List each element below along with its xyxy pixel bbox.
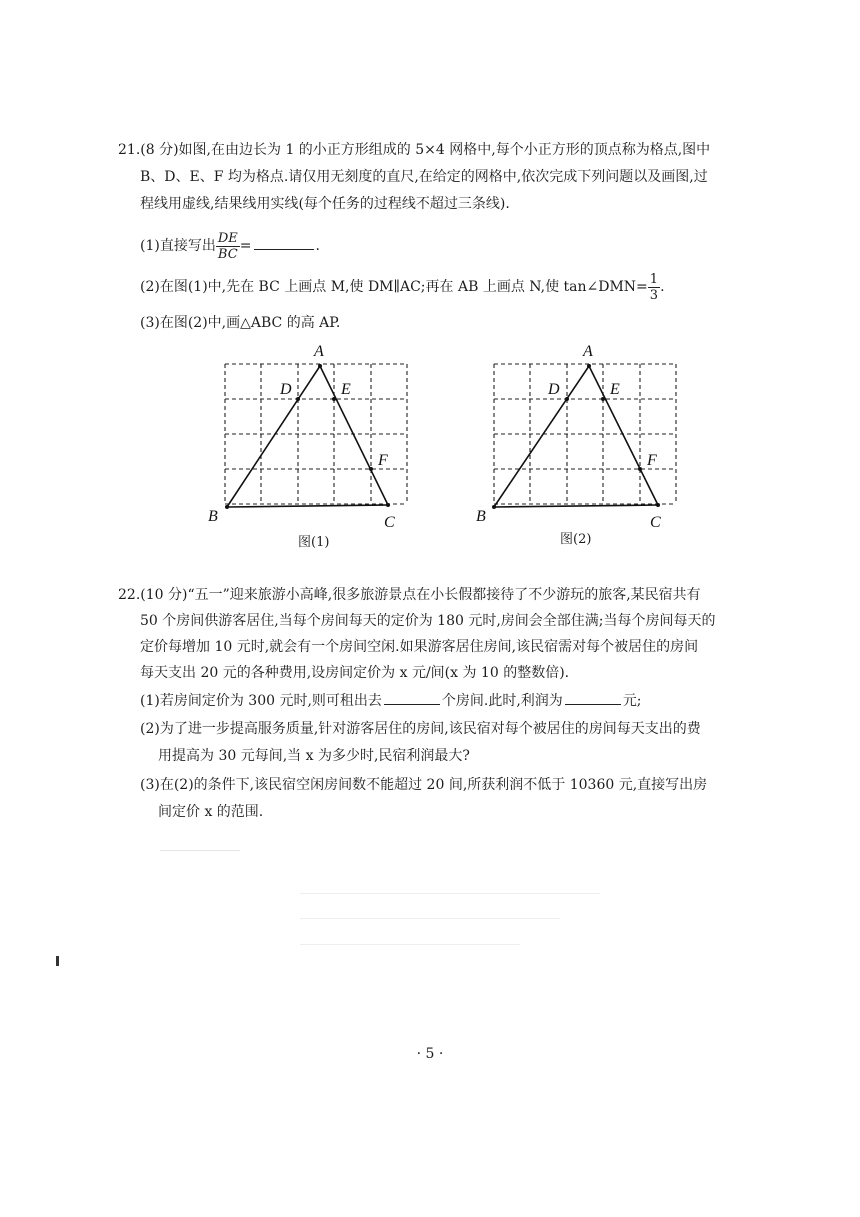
figure-2-grid-lines <box>494 364 676 504</box>
q21-part-2 <box>140 270 665 304</box>
page-number: · 5 · <box>416 1046 444 1062</box>
label-d: D <box>280 381 292 398</box>
q21-part-2-text: (2)在图(1)中,先在 BC 上画点 M,使 DM∥AC;再在 AB 上画点 N,使 tan∠DMN= <box>140 279 648 295</box>
q21-part-2-end: . <box>660 279 665 295</box>
q21-stem-line-2: B、D、E、F 均为格点.请仅用无刻度的直尺,在给定的网格中,依次完成下列问题以及画图,过 <box>140 169 708 185</box>
q21-stem-line-3: 程线用虚线,结果线用实线(每个任务的过程线不超过三条线). <box>140 196 510 212</box>
scan-bleed <box>160 850 240 851</box>
q22-part-3-line-1: (3)在(2)的条件下,该民宿空闲房间数不能超过 20 间,所获利润不低于 10360 元,直接写出房 <box>140 777 708 793</box>
triangle-abc <box>227 366 388 507</box>
q21-part-1-end: . <box>315 238 320 254</box>
figure-1-grid <box>200 340 430 530</box>
scan-bleed <box>300 918 560 919</box>
q22-part-1-a: (1)若房间定价为 300 元时,则可租出去 <box>140 693 382 709</box>
label-d: D <box>548 381 560 398</box>
q22-stem-line-2: 50 个房间供游客居住,当每个房间每天的定价为 180 元时,房间会全部住满;当每个房间每天的 <box>140 613 716 629</box>
q22-stem-line-4: 每天支出 20 元的各种费用,设房间定价为 x 元/间(x 为 10 的整数倍). <box>140 665 570 681</box>
q22-part-1 <box>140 691 642 711</box>
q21-part-1 <box>140 230 320 262</box>
triangle-abc-2 <box>494 366 658 507</box>
scan-bleed <box>300 893 600 894</box>
label-e: E <box>610 381 620 398</box>
q22-part-2-line-1: (2)为了进一步提高服务质量,针对游客居住的房间,该民宿对每个被居住的房间每天支出的费 <box>140 721 701 737</box>
q21-part-1-prefix: (1)直接写出 <box>140 238 216 254</box>
label-a: A <box>314 343 324 360</box>
q22-part-1-c: 元; <box>622 693 642 709</box>
scan-bleed <box>300 944 520 945</box>
label-e: E <box>341 381 351 398</box>
fraction-de-over-bc <box>216 231 240 262</box>
q22-part-2-line-2: 用提高为 30 元每间,当 x 为多少时,民宿利润最大? <box>158 748 470 764</box>
label-a: A <box>583 343 593 360</box>
q21-stem-line-1: 21.(8 分)如图,在由边长为 1 的小正方形组成的 5×4 网格中,每个小正方形的顶点称为格点,图中 <box>118 142 711 158</box>
fraction-denominator: BC <box>217 246 238 262</box>
figure-1-caption: 图(1) <box>298 535 330 550</box>
fraction-denominator: 3 <box>649 287 659 303</box>
label-b: B <box>208 508 218 525</box>
answer-blank-rooms[interactable] <box>384 704 440 705</box>
label-b: B <box>476 508 486 525</box>
figure-1-grid-lines <box>225 364 407 504</box>
q22-stem-line-1: 22.(10 分)“五一”迎来旅游小高峰,很多旅游景点在小长假都接待了不少游玩的旅客,某民宿共有 <box>118 587 701 603</box>
label-c: C <box>650 514 661 530</box>
answer-blank-1[interactable] <box>254 249 314 250</box>
figure-2-caption: 图(2) <box>560 532 592 547</box>
fraction-numerator: 1 <box>649 271 659 287</box>
q22-stem-line-3: 定价每增加 10 元时,就会有一个房间空闲.如果游客居住房间,该民宿需对每个被居住的房间 <box>140 639 699 655</box>
label-f: F <box>378 452 388 469</box>
q21-part-3: (3)在图(2)中,画△ABC 的高 AP. <box>140 315 341 331</box>
label-f: F <box>647 452 657 469</box>
label-c: C <box>384 514 395 530</box>
q22-part-1-b: 个房间.此时,利润为 <box>441 693 563 709</box>
q22-part-3-line-2: 间定价 x 的范围. <box>158 804 264 820</box>
fraction-numerator: DE <box>217 230 238 246</box>
fraction-one-third <box>648 272 660 303</box>
scan-mark <box>56 956 59 966</box>
answer-blank-profit[interactable] <box>565 704 621 705</box>
figure-2-grid <box>470 340 700 530</box>
equals-sign: = <box>239 238 252 254</box>
